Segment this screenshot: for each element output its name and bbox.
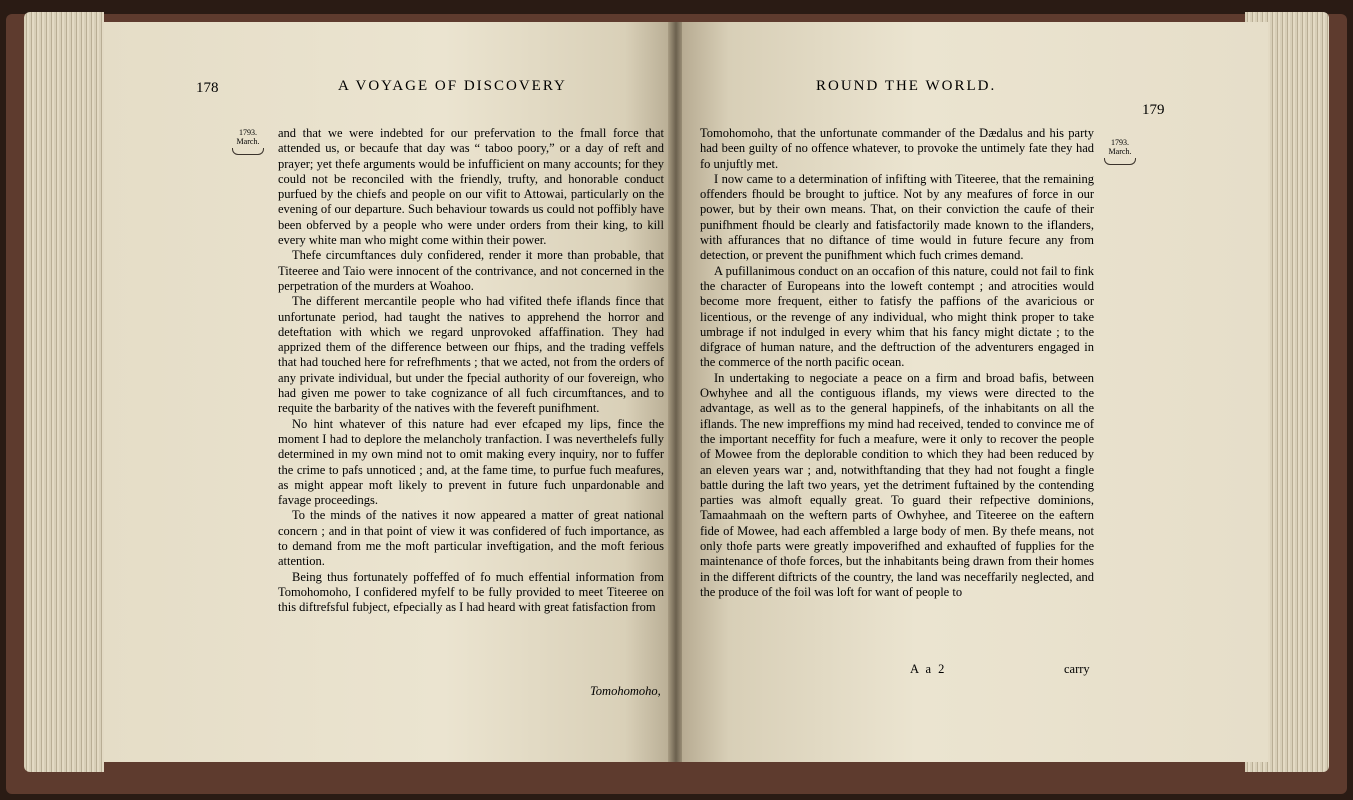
margin-brace bbox=[232, 148, 264, 155]
left-page-edges bbox=[24, 12, 104, 772]
left-page-number: 178 bbox=[196, 80, 219, 96]
left-body-text bbox=[278, 126, 664, 616]
paragraph: Tomohomoho, that the unfortunate commander of the Dædalus and his party had been guilty of no offence whatever, to provoke the untimely fate they had fo unjuftly met. bbox=[700, 126, 1094, 171]
paragraph: I now came to a determination of infifting with Titeeree, that the remaining offenders fhould be brought to juftice. Not by any meafures of force in our power, but by their own means. That, on their conviction the caufe of their punifhment fhould be clearly and fatisfactorily made known to the iflanders, with affurances that no diftance of time would in future fecure any from detection, or prevent the punifhment which fuch crimes demand. bbox=[700, 171, 1094, 263]
paragraph: A pufillanimous conduct on an occafion of this nature, could not fail to fink the character of Europeans into the loweft contempt ; and atrocities would become more frequent, either to fatisfy the paffions of the avaricious or licentious, or the revenge of any individual, who might think proper to take umbrage if not indulged in every whim that his fancy might dictate ; to the difgrace of human nature, and the deftruction of the adventurers engaged in the commerce of the north pacific ocean. bbox=[700, 263, 1094, 370]
paragraph: The different mercantile people who had vifited thefe iflands fince that unfortunate period, had taught the natives to apprehend the horror and deteftation with which we regard unprovoked affaffination. They had apprized them of the difference between our fhips, and the trading veffels that had touched here for refrefhments ; that we acted, not from the orders of any private individual, but under the fpecial authority of our fovereign, who had given me power to take cognizance of all fuch circumftances, and to requite the barbarity of the natives with the fevereft punifhment. bbox=[278, 294, 664, 416]
left-catchword: Tomohomoho, bbox=[590, 684, 661, 698]
signature-mark: A a 2 bbox=[910, 662, 947, 676]
paragraph: and that we were indebted for our prefervation to the fmall force that attended us, or becaufe that day was “ taboo poory,” or a day of reft and prayer; yet thefe arguments would be infufficient on many accounts; for they could not be reconciled with the friendly, trufty, and honorable conduct purfued by the chiefs and people on our vifit to Attowai, particularly on the evening of our departure. Such behaviour towards us could not poffibly have been obferved by a people who were under orders from their king, to kill every white man who might come within their power. bbox=[278, 126, 664, 248]
margin-year: 1793. bbox=[239, 128, 257, 137]
margin-year: 1793. bbox=[1111, 138, 1129, 147]
paragraph: To the minds of the natives it now appeared a matter of great national concern ; and in that point of view it was confidered of fuch importance, as to demand from me the moft particular inveftigation, and the moft ferious attention. bbox=[278, 508, 664, 569]
paragraph: In undertaking to negociate a peace on a firm and broad bafis, between Owhyhee and all the contiguous iflands, my views were directed to the advantage, as well as to the general happinefs, of the inhabitants on all the iflands. The new impreffions my mind had received, tended to convince me of the important neceffity for fuch a meafure, were it only to recover the people of Mowee from the deplorable condition to which they had been reduced by an eleven years war ; and, notwithftanding that they had not fought a fingle battle during the laft two years, yet the detriment fuftained by the contending parties was almoft equally great. To guard their refpective dominions, Tamaahmaah on the weftern parts of Owhyhee, and Titeeree on the eaftern fide of Mowee, had each affembled a large body of men. By thefe means, not only thofe parts were greatly impoverifhed and exhaufted of fupplies for the maintenance of thofe forces, but the inhabitants being drawn from their homes in the different diftricts of the country, the land was neceffarily neglected, and the produce of the foil was loft for want of people to bbox=[700, 370, 1094, 599]
left-margin-note bbox=[232, 128, 264, 155]
margin-month: March. bbox=[1108, 147, 1132, 156]
paragraph: No hint whatever of this nature had ever efcaped my lips, fince the moment I had to deplore the melancholy tranfaction. I was neverthelefs fully determined in my own mind not to omit making every inquiry, nor to fuffer the crime to pafs unnoticed ; and, at the fame time, to purfue fuch meafures, as might appear moft likely to prevent in future fuch unpardonable and favage proceedings. bbox=[278, 416, 664, 508]
right-body-text bbox=[700, 126, 1094, 600]
margin-brace bbox=[1104, 158, 1136, 165]
left-running-head: A VOYAGE OF DISCOVERY bbox=[338, 78, 567, 94]
margin-month: March. bbox=[236, 137, 260, 146]
paragraph: Thefe circumftances duly confidered, render it more than probable, that Titeeree and Taio were innocent of the contrivance, and not concerned in the perpetration of the murders at Woahoo. bbox=[278, 248, 664, 293]
right-running-head: ROUND THE WORLD. bbox=[816, 78, 997, 94]
right-page-number: 179 bbox=[1142, 102, 1165, 118]
paragraph: Being thus fortunately poffeffed of fo much effential information from Tomohomoho, I confidered myfelf to be fully provided to meet Titeeree on this diftrefsful fubject, efpecially as I had heard with great fatisfaction from bbox=[278, 569, 664, 615]
right-catchword: carry bbox=[1064, 662, 1090, 676]
right-margin-note bbox=[1104, 138, 1136, 165]
